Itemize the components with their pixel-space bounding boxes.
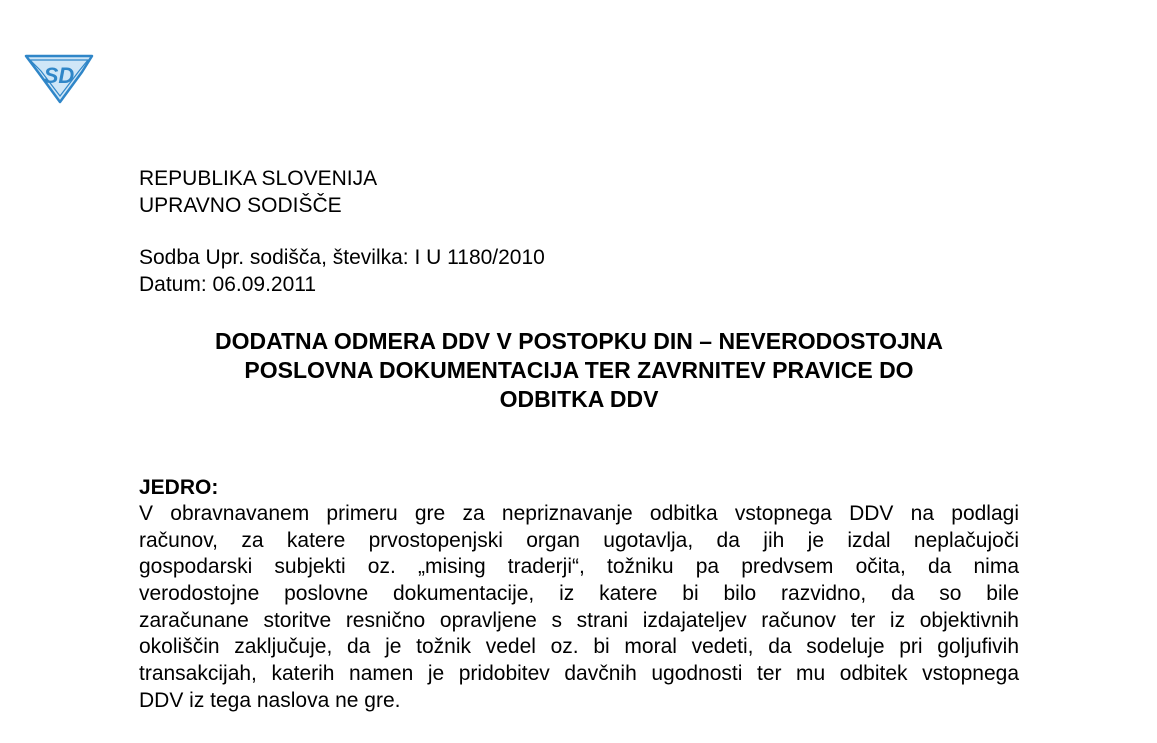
paragraph-line: računov, za katere prvostopenjski organ ugotavlja, da jih je izdal neplačujoči	[139, 528, 1019, 552]
case-number: Sodba Upr. sodišča, številka: I U 1180/2010	[139, 246, 545, 269]
jedro-paragraph	[139, 501, 1019, 715]
paragraph-line: zaračunane storitve resnično opravljene s strani izdajateljev računov ter iz objektivnih	[139, 608, 1019, 632]
paragraph-line: gospodarski subjekti oz. „mising traderji“, tožniku pa predvsem očita, da nima	[139, 555, 1019, 579]
court-logo	[22, 50, 96, 104]
paragraph-line: verodostojne poslovne dokumentacije, iz katere bi bilo razvidno, da so bile	[139, 582, 1019, 606]
sd-shield-logo-icon	[22, 50, 96, 104]
document-title	[139, 327, 1019, 414]
logo-letters: SD	[43, 63, 75, 88]
paragraph-line: transakcijah, katerih namen je pridobitev davčnih ugodnosti ter mu odbitek vstopnega	[139, 662, 1019, 686]
title-line: ODBITKA DDV	[499, 386, 659, 412]
country-name: REPUBLIKA SLOVENIJA	[139, 167, 378, 190]
paragraph-line: DDV iz tega naslova ne gre.	[139, 688, 401, 712]
title-line: DODATNA ODMERA DDV V POSTOPKU DIN – NEVERODOSTOJNA	[215, 328, 943, 354]
title-line: POSLOVNA DOKUMENTACIJA TER ZAVRNITEV PRAVICE DO	[244, 357, 914, 383]
paragraph-line: V obravnavanem primeru gre za nepriznavanje odbitka vstopnega DDV na podlagi	[139, 502, 1019, 525]
paragraph-line: okoliščin zaključuje, da je tožnik vedel oz. bi moral vedeti, da sodeluje pri goljufivih	[139, 635, 1019, 659]
judgment-meta	[139, 244, 545, 298]
court-header	[139, 165, 377, 219]
judgment-date: Datum: 06.09.2011	[139, 273, 317, 296]
court-name: UPRAVNO SODIŠČE	[139, 194, 342, 217]
jedro-heading: JEDRO:	[139, 476, 219, 499]
